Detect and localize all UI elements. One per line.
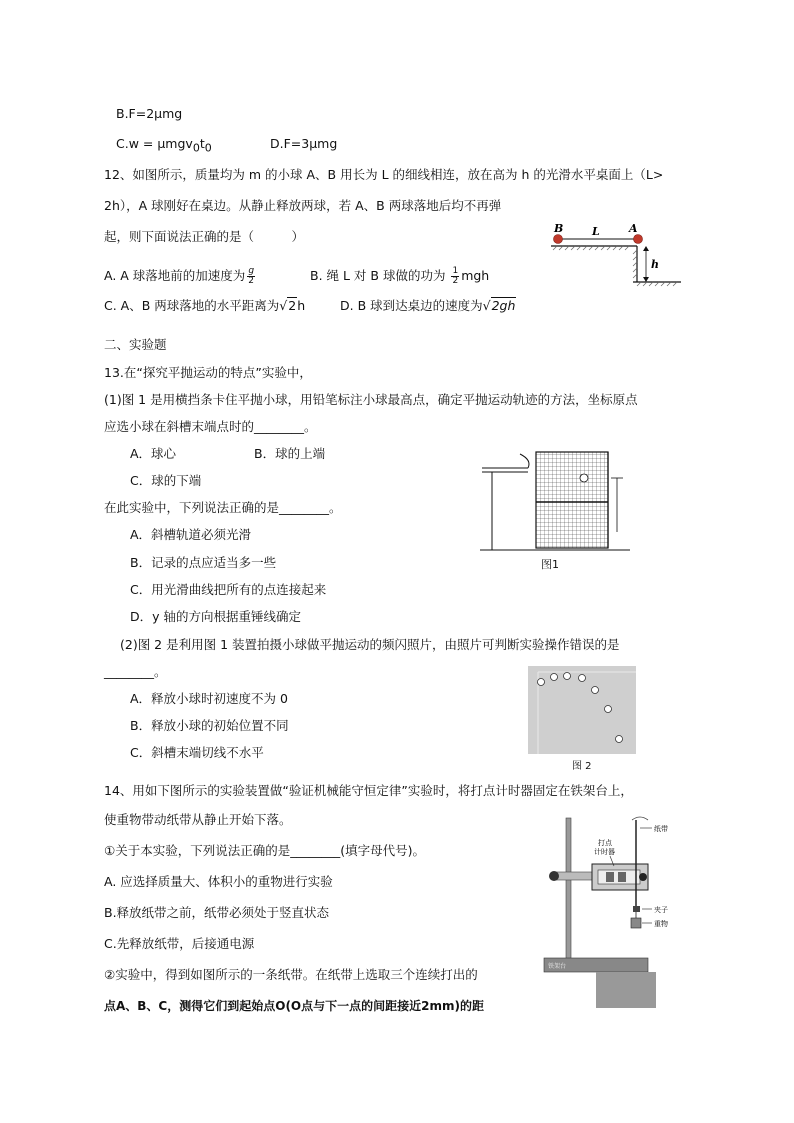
timer-coil bbox=[618, 872, 626, 882]
q13-part2-line2: ________。 bbox=[104, 664, 167, 679]
q11-option-c: $C.w = \mu mgv_0t_0$ bbox=[116, 136, 212, 155]
chute-curve bbox=[520, 454, 529, 468]
q12-option-c: C. A、B 两球落地的水平距离为√2h bbox=[104, 296, 305, 316]
q14-sub1-option-a: A. 应选择质量大、体积小的重物进行实验 bbox=[104, 874, 333, 889]
table-support bbox=[596, 972, 656, 1008]
fraction-1-over-2: $\frac{1}{2}$ bbox=[452, 266, 459, 286]
q14-stem-line2: 使重物带动纸带从静止开始下落。 bbox=[104, 812, 292, 827]
section-title: 二、实验题 bbox=[104, 337, 167, 352]
strobe-ball bbox=[579, 675, 586, 682]
q14-stem-line1: 14、用如下图所示的实验装置做“验证机械能守恒定律”实验时，将打点计时器固定在铁架台上， bbox=[104, 783, 633, 798]
q13-figure1 bbox=[480, 442, 630, 554]
label-a: A bbox=[629, 222, 638, 235]
height-arrow-head-down bbox=[643, 277, 649, 282]
q13-stem: 13.在“探究平抛运动的特点”实验中， bbox=[104, 365, 312, 380]
clamp-arm bbox=[556, 872, 592, 880]
timer-label2: 计时器 bbox=[594, 848, 615, 856]
q11-option-b: B.F=2μmg bbox=[116, 106, 183, 121]
ground-hatch bbox=[637, 282, 677, 286]
q14-sub1: ①关于本实验，下列说法正确的是________(填字母代号)。 bbox=[104, 843, 425, 858]
q13-part2-option-a: A．释放小球时初速度不为 0 bbox=[130, 691, 288, 706]
sqrt-2: √2 bbox=[279, 298, 297, 313]
timer-knob bbox=[639, 873, 647, 881]
q13-part2-line1: (2)图 2 是利用图 1 装置拍摄小球做平抛运动的频闪照片，由照片可判断实验操作错误的是 bbox=[120, 637, 620, 652]
q14-apparatus-figure bbox=[540, 810, 680, 1010]
strobe-ball bbox=[605, 706, 612, 713]
q13-q2-option-d: D．y 轴的方向根据重锤线确定 bbox=[130, 609, 301, 624]
q12-figure bbox=[545, 220, 685, 295]
strobe-ball bbox=[616, 736, 623, 743]
sqrt-2gh: √2gh bbox=[482, 298, 516, 313]
q13-figure2 bbox=[528, 666, 636, 754]
q13-q2-option-b: B．记录的点应适当多一些 bbox=[130, 555, 277, 570]
figure1-caption: 图1 bbox=[541, 558, 559, 571]
figure2-caption: 图 2 bbox=[572, 761, 592, 772]
label-b: B bbox=[554, 222, 564, 235]
strobe-ball bbox=[538, 679, 545, 686]
q12-stem-line2: 2h），A 球刚好在桌边。从静止释放两球，若 A、B 两球落地后均不再弹 bbox=[104, 198, 502, 213]
ball-b bbox=[554, 235, 563, 244]
q14-sub1-option-c: C.先释放纸带，后接通电源 bbox=[104, 936, 255, 951]
q13-q2-option-c: C．用光滑曲线把所有的点连接起来 bbox=[130, 582, 327, 597]
ball-a bbox=[634, 235, 643, 244]
strobe-ball bbox=[564, 673, 571, 680]
weight-label: 重物 bbox=[654, 920, 668, 928]
q14-sub1-option-b: B.释放纸带之前，纸带必须处于竖直状态 bbox=[104, 905, 330, 920]
q14-sub2-line2: 点A、B、C，测得它们到起始点O(O点与下一点的间距接近2mm)的距 bbox=[104, 999, 484, 1013]
q13-q2-option-a: A．斜槽轨道必须光滑 bbox=[130, 527, 252, 542]
q13-part2-option-b: B．释放小球的初始位置不同 bbox=[130, 718, 289, 733]
q13-part2-option-c: C．斜槽末端切线不水平 bbox=[130, 745, 264, 760]
fraction-g-over-2: $\frac{g}{2}$ bbox=[248, 266, 255, 286]
table-hatch bbox=[553, 246, 629, 250]
strobe-ball bbox=[592, 687, 599, 694]
ball-marker bbox=[580, 474, 588, 482]
clip-label: 夹子 bbox=[654, 906, 668, 914]
label-h: h bbox=[651, 258, 659, 271]
q13-part1-option-b: B．球的上端 bbox=[254, 446, 326, 461]
q13-part1-option-c: C．球的下端 bbox=[130, 473, 202, 488]
timer-coil bbox=[606, 872, 614, 882]
tape-label: 纸带 bbox=[654, 825, 668, 833]
q14-sub2-line1: ②实验中，得到如图所示的一条纸带。在纸带上选取三个连续打出的 bbox=[104, 967, 478, 982]
timer-label: 打点 bbox=[598, 839, 612, 847]
q12-stem-line1: 12、如图所示，质量均为 m 的小球 A、B 用长为 L 的细线相连，放在高为 h 的光滑水平桌面上（L> bbox=[104, 167, 664, 182]
q13-question2: 在此实验中，下列说法正确的是________。 bbox=[104, 500, 342, 515]
q12-option-b: B. 绳 L 对 B 球做的功为 $\frac{1}{2}$ mgh bbox=[310, 266, 490, 286]
q11-option-d: D.F=3μmg bbox=[270, 136, 338, 151]
q12-option-a: A. A 球落地前的加速度为 $\frac{g}{2}$ bbox=[104, 266, 255, 286]
q13-part1-line1: (1)图 1 是用横挡条卡住平抛小球，用铅笔标注小球最高点，确定平抛运动轨迹的方法，坐标原点 bbox=[104, 392, 638, 407]
clip bbox=[633, 906, 640, 912]
grid-board bbox=[536, 452, 608, 548]
q12-stem-line3: 起，则下面说法正确的是（ ） bbox=[104, 229, 305, 244]
clamp-knob bbox=[549, 871, 559, 881]
height-arrow-head-up bbox=[643, 246, 649, 251]
strobe-ball bbox=[551, 674, 558, 681]
base-label: 铁架台 bbox=[548, 963, 567, 970]
label-l: L bbox=[592, 225, 600, 238]
weight bbox=[631, 918, 641, 928]
tape-top bbox=[632, 817, 648, 820]
q13-part1-option-a: A．球心 bbox=[130, 446, 177, 461]
stand-rod bbox=[566, 818, 571, 960]
q12-option-d: D. B 球到达桌边的速度为√2gh bbox=[340, 296, 516, 316]
q13-part1-line2: 应选小球在斜槽末端点时的________。 bbox=[104, 419, 317, 434]
